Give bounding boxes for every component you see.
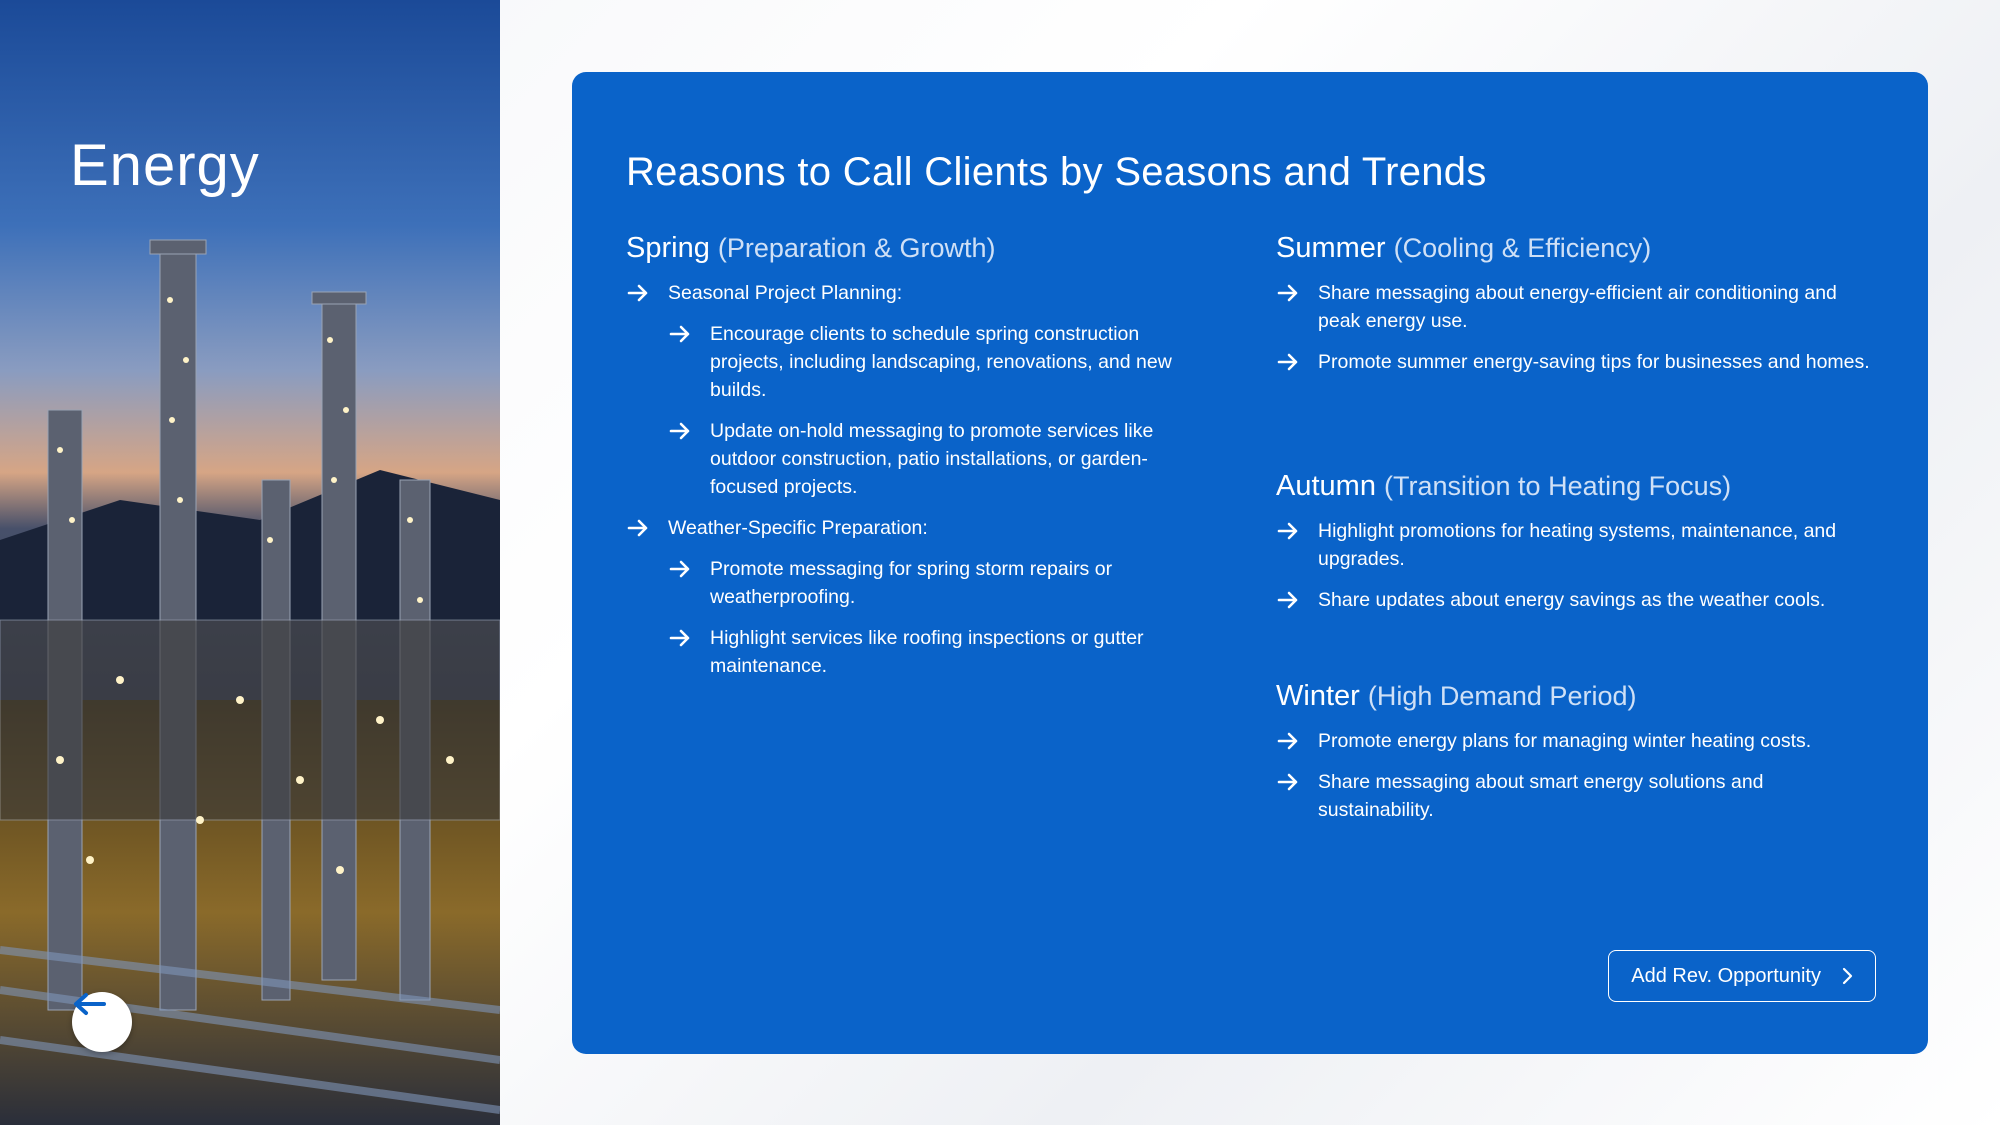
list-item	[668, 320, 1186, 404]
list-item-text: Highlight services like roofing inspections or gutter maintenance.	[710, 627, 1144, 677]
arrow-right-icon	[1276, 588, 1300, 612]
chevron-right-icon	[1841, 967, 1853, 985]
autumn-name: Autumn	[1276, 470, 1376, 502]
list-item-text: Weather-Specific Preparation:	[668, 517, 928, 539]
list-item-text: Promote messaging for spring storm repairs or weatherproofing.	[710, 558, 1113, 608]
autumn-heading	[1276, 470, 1876, 503]
page-title: Energy	[70, 133, 260, 198]
spring-subtitle: (Preparation & Growth)	[717, 233, 996, 263]
summer-subtitle: (Cooling & Efficiency)	[1393, 233, 1652, 263]
list-item-text: Highlight promotions for heating systems, maintenance, and upgrades.	[1318, 520, 1837, 570]
arrow-right-icon	[668, 322, 692, 346]
summer-block	[1276, 232, 1876, 470]
list-item	[668, 417, 1186, 501]
back-button[interactable]	[72, 992, 132, 1052]
list-item	[1276, 517, 1876, 573]
card-title: Reasons to Call Clients by Seasons and Trends	[626, 150, 1487, 194]
arrow-right-icon	[1276, 519, 1300, 543]
arrow-left-icon	[72, 992, 106, 1016]
autumn-subtitle: (Transition to Heating Focus)	[1384, 471, 1732, 501]
list-item	[1276, 279, 1876, 335]
arrow-right-icon	[626, 516, 650, 540]
list-item	[1276, 586, 1876, 614]
arrow-right-icon	[668, 557, 692, 581]
list-item-text: Share messaging about energy-efficient air conditioning and peak energy use.	[1318, 282, 1837, 332]
list-item	[1276, 348, 1876, 376]
autumn-block	[1276, 470, 1876, 680]
list-item	[668, 624, 1186, 680]
list-item-text: Share messaging about smart energy solutions and sustainability.	[1318, 771, 1764, 821]
seasons-card	[572, 72, 1928, 1054]
list-item	[1276, 768, 1876, 824]
list-item	[626, 279, 1186, 307]
arrow-right-icon	[668, 419, 692, 443]
summer-name: Summer	[1276, 232, 1386, 264]
list-item-text: Promote energy plans for managing winter heating costs.	[1318, 730, 1812, 752]
list-item-text: Promote summer energy-saving tips for businesses and homes.	[1318, 351, 1870, 373]
spring-column	[626, 232, 1186, 693]
arrow-right-icon	[1276, 729, 1300, 753]
hero-panel	[0, 0, 500, 1125]
arrow-right-icon	[668, 626, 692, 650]
list-item-text: Encourage clients to schedule spring construction projects, including landscaping, renovations, and new builds.	[710, 323, 1172, 401]
seasons-right-column	[1276, 232, 1876, 837]
add-rev-opportunity-label: Add Rev. Opportunity	[1631, 964, 1821, 987]
list-item-text: Seasonal Project Planning:	[668, 282, 903, 304]
summer-heading	[1276, 232, 1876, 265]
arrow-right-icon	[1276, 281, 1300, 305]
list-item	[626, 514, 1186, 542]
spring-name: Spring	[626, 232, 710, 264]
winter-heading	[1276, 680, 1876, 713]
arrow-right-icon	[626, 281, 650, 305]
spring-heading	[626, 232, 1186, 265]
winter-name: Winter	[1276, 680, 1360, 712]
add-rev-opportunity-button[interactable]	[1608, 950, 1876, 1002]
list-item	[1276, 727, 1876, 755]
list-item-text: Share updates about energy savings as the weather cools.	[1318, 589, 1826, 611]
arrow-right-icon	[1276, 350, 1300, 374]
winter-subtitle: (High Demand Period)	[1367, 681, 1637, 711]
arrow-right-icon	[1276, 770, 1300, 794]
list-item-text: Update on-hold messaging to promote services like outdoor construction, patio installations, or garden-focused projects.	[710, 420, 1154, 498]
winter-block	[1276, 680, 1876, 824]
list-item	[668, 555, 1186, 611]
